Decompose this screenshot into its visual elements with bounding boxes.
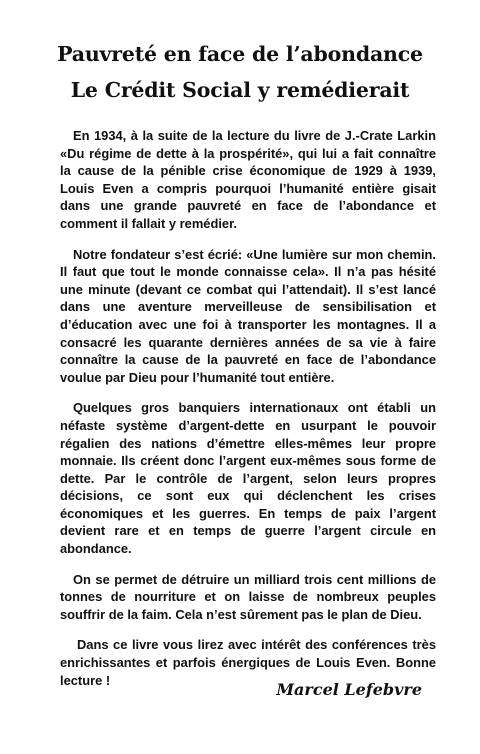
body-text: [60, 127, 436, 702]
paragraph-5: Dans ce livre vous lirez avec intérêt des conférences très enrichissantes et parfois énergiques de Louis Even. Bonne lecture !: [60, 637, 436, 688]
paragraph-2: Notre fondateur s’est écrié: «Une lumière sur mon chemin. Il faut que tout le monde connaisse cela». Il n’a pas hésité une minute (devant ce combat qui l’attendait). Il s’est lancé dans une aventure merveilleuse de sensibilisation et d’éducation avec une foi à transporter les montagnes. Il a consacré les quarante dernières années de sa vie à faire connaître la cause de la pauvreté en face de l’abondance voulue par Dieu pour l’humanité tout entière.: [60, 246, 436, 385]
paragraph-1: En 1934, à la suite de la lecture du livre de J.-Crate Larkin «Du régime de dette à la prospérité», qui lui a fait connaître la cause de la pénible crise économique de 1929 à 1939, Louis Even a compris pourquoi l’humanité entière gisait dans une grande pauvreté en face de l’abondance et comment il fallait y remédier.: [60, 128, 436, 231]
title-line-2: Le Crédit Social y remédierait: [70, 78, 410, 102]
signature: Marcel Lefebvre: [276, 680, 422, 699]
title-line-1: Pauvreté en face de l’abondance: [57, 42, 423, 66]
paragraph-3: Quelques gros banquiers internationaux ont établi un néfaste système d’argent-dette en usurpant le pouvoir régalien des nations d’émettre elles-mêmes leur propre monnaie. Ils créent donc l’argent eux-mêmes sous forme de dette. Par le contrôle de l’argent, selon leurs propres décisions, ce sont eux qui déclenchent les crises économiques et les guerres. En temps de paix l’argent devient rare et en temps de guerre l’argent circule en abondance.: [60, 400, 436, 557]
paragraph-4: On se permet de détruire un milliard trois cent millions de tonnes de nourriture et on laisse de nombreux peuples souffrir de la faim. Cela n’est sûrement pas le plan de Dieu.: [60, 571, 436, 622]
